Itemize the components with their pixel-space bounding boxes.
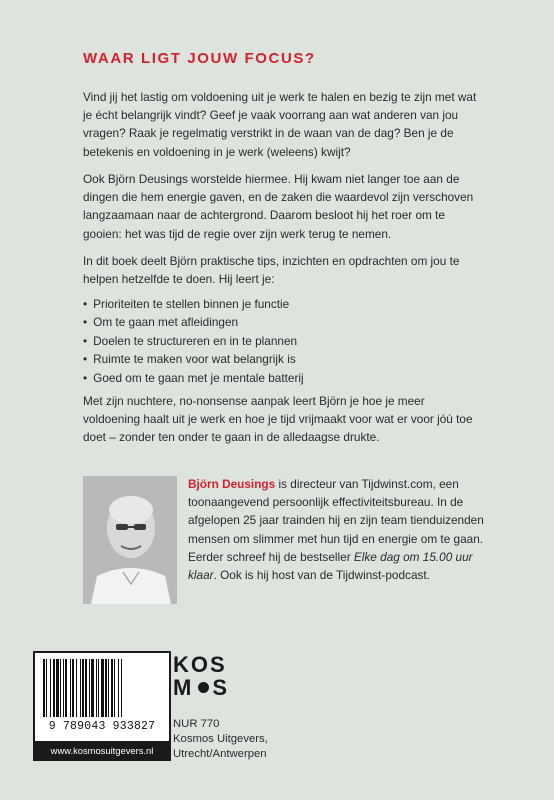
closing-paragraph: Met zijn nuchtere, no-nonsense aanpak leert Björn je hoe je meer voldoening haalt uit je werk en hoe je tijd vrijmaakt voor wat er voor jóú toe doet – zonder ten onder te gaan in de alledaagse drukte. <box>83 394 473 445</box>
barcode-bars <box>41 659 163 719</box>
author-name: Björn Deusings <box>188 477 276 491</box>
nur-code: NUR 770 <box>173 718 220 730</box>
story-paragraph: Ook Björn Deusings worstelde hiermee. Hij kwam niet langer toe aan de dingen die hem energie gaven, en de zaken die waardevol zijn verschoven langzaamaan naar de achtergrond. Daarom besloot hij het roer om te gooien: het was tijd de regie over zijn werk terug te nemen. <box>83 172 474 241</box>
list-item: • Doelen te structureren en in te plannen <box>83 332 304 350</box>
logo-dot <box>198 682 209 693</box>
bio-text: is directeur van Tijdwinst.com, een toonaangevend persoonlijk effectiviteitsbureau. In de afgelopen 25 jaar trainden hij en zijn team tienduizenden mensen om slimmer met hun tijd en energie om te gaan. Eerder schreef hij de bestseller <box>188 477 484 564</box>
publisher-name: Kosmos Uitgevers, <box>173 733 268 745</box>
list-item: • Ruimte te maken voor wat belangrijk is <box>83 350 304 368</box>
logo-row-bottom: M S <box>173 674 230 700</box>
tips-list <box>83 295 304 387</box>
logo-row-top: KOS <box>173 651 227 677</box>
author-bio <box>188 475 488 584</box>
author-photo <box>83 476 177 604</box>
list-item: • Goed om te gaan met je mentale batterij <box>83 369 304 387</box>
list-item: • Prioriteiten te stellen binnen je functie <box>83 295 304 313</box>
intro-paragraph: Vind jij het lastig om voldoening uit je werk te halen en bezig te zijn met wat je écht belangrijk vindt? Geef je vaak voorrang aan wat anderen van jou vragen? Raak je regelmatig verstrikt in de waan van de dag? Ben je de betekenis en voldoening in je werk (weleens) kwijt? <box>83 90 477 159</box>
publisher-logo <box>173 653 229 699</box>
publisher-website: www.kosmosuitgevers.nl <box>33 741 171 761</box>
section-heading: WAAR LIGT JOUW FOCUS? <box>83 50 316 67</box>
publisher-location: Utrecht/Antwerpen <box>173 748 267 760</box>
publisher-info <box>173 717 268 762</box>
isbn-number: 9 789043 933827 <box>48 720 156 733</box>
book-title: Elke dag om 15.00 uur klaar <box>188 549 473 583</box>
list-item: • Om te gaan met afleidingen <box>83 313 304 331</box>
book-paragraph: In dit boek deelt Björn praktische tips, inzichten en opdrachten om jou te helpen hetzelfde te doen. Hij leert je: <box>83 254 460 287</box>
bio-text-end: . Ook is hij host van de Tijdwinst-podcast. <box>213 568 430 583</box>
